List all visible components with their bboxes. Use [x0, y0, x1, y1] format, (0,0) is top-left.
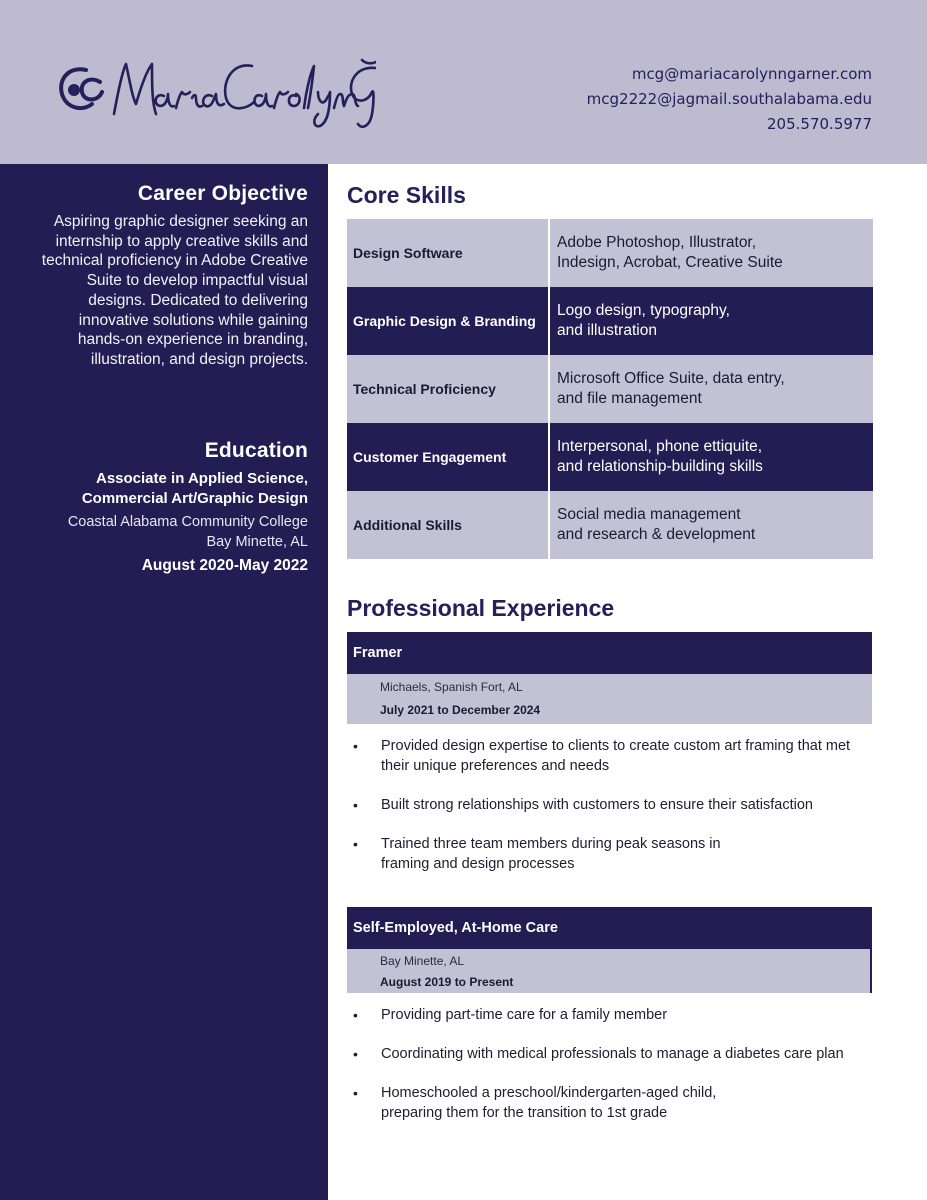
skill-row	[347, 287, 873, 355]
career-objective-text: Aspiring graphic designer seeking an internship to apply creative skills and technical proficiency in Adobe Creative Suite to develop impactful visual designs. Dedicated to delivering innovative solutions while gaining hands-on experience in branding, illustration, and design projects.	[41, 213, 308, 368]
bullet-text: Provided design expertise to clients to create custom art framing that met their unique preferences and needs	[381, 738, 851, 774]
skill-category: Customer Engagement	[347, 423, 550, 491]
job-dates: August 2019 to Present	[380, 975, 514, 989]
bullet-icon: •	[353, 1046, 358, 1062]
bullet-text: Homeschooled a preschool/kindergarten-aged child, preparing them for the transition to 1st grade	[381, 1085, 717, 1121]
job-location: Bay Minette, AL	[380, 954, 465, 968]
list-item	[347, 1005, 873, 1025]
skill-row	[347, 491, 873, 559]
contact-info	[587, 62, 872, 137]
skill-description: Interpersonal, phone ettiquite, and relationship-building skills	[557, 438, 763, 475]
header-banner	[0, 0, 927, 164]
bullet-text: Built strong relationships with customers to ensure their satisfaction	[381, 797, 813, 813]
job-title-bar: Self-Employed, At-Home Care	[347, 907, 872, 949]
job-title-bar: Framer	[347, 632, 872, 674]
school-location: Bay Minette, AL	[206, 534, 308, 550]
skill-description: Logo design, typography, and illustration	[557, 302, 730, 339]
skill-category: Technical Proficiency	[347, 355, 550, 423]
bullet-text: Providing part-time care for a family member	[381, 1007, 668, 1023]
signature-logo	[56, 52, 376, 132]
core-skills-heading: Core Skills	[347, 182, 466, 208]
phone-number[interactable]: 205.570.5977	[767, 115, 872, 133]
degree-line-2: Commercial Art/Graphic Design	[81, 490, 308, 507]
skill-description: Adobe Photoshop, Illustrator, Indesign, Acrobat, Creative Suite	[557, 234, 783, 271]
list-item	[347, 736, 873, 776]
bullet-text: Trained three team members during peak seasons in framing and design processes	[381, 836, 721, 872]
job-meta	[347, 949, 872, 993]
bullet-icon: •	[353, 797, 358, 813]
skill-category: Graphic Design & Branding	[347, 287, 550, 355]
list-item	[347, 795, 873, 815]
experience-heading: Professional Experience	[347, 595, 615, 621]
education-heading: Education	[204, 439, 308, 462]
core-skills-table	[347, 219, 873, 559]
job-dates: July 2021 to December 2024	[380, 703, 541, 717]
skill-row	[347, 219, 873, 287]
school-name: Coastal Alabama Community College	[67, 514, 308, 530]
skill-description: Microsoft Office Suite, data entry, and file management	[557, 370, 785, 407]
bullet-text: Coordinating with medical professionals to manage a diabetes care plan	[381, 1046, 844, 1062]
bullet-icon: •	[353, 1007, 358, 1023]
skill-category: Design Software	[347, 219, 550, 287]
sidebar	[0, 164, 328, 1200]
job-meta	[347, 674, 872, 724]
bullet-icon: •	[353, 738, 358, 754]
skill-row	[347, 355, 873, 423]
skill-row	[347, 423, 873, 491]
career-objective-heading: Career Objective	[137, 182, 308, 205]
list-item	[347, 1044, 873, 1064]
skill-category: Additional Skills	[347, 491, 550, 559]
job-bullets	[347, 736, 873, 893]
job-location: Michaels, Spanish Fort, AL	[380, 680, 523, 694]
skill-description: Social media management and research & development	[557, 506, 756, 543]
list-item	[347, 1083, 873, 1123]
job-bullets	[347, 1005, 873, 1142]
education-dates: August 2020-May 2022	[141, 557, 308, 574]
email-school[interactable]: mcg2222@jagmail.southalabama.edu	[586, 90, 872, 108]
bullet-icon: •	[353, 1085, 358, 1101]
degree-line-1: Associate in Applied Science,	[95, 470, 308, 487]
bullet-icon: •	[353, 836, 358, 852]
career-objective-section	[38, 182, 308, 370]
education-section	[18, 439, 308, 577]
list-item	[347, 834, 873, 874]
email-primary[interactable]: mcg@mariacarolynngarner.com	[631, 65, 872, 83]
